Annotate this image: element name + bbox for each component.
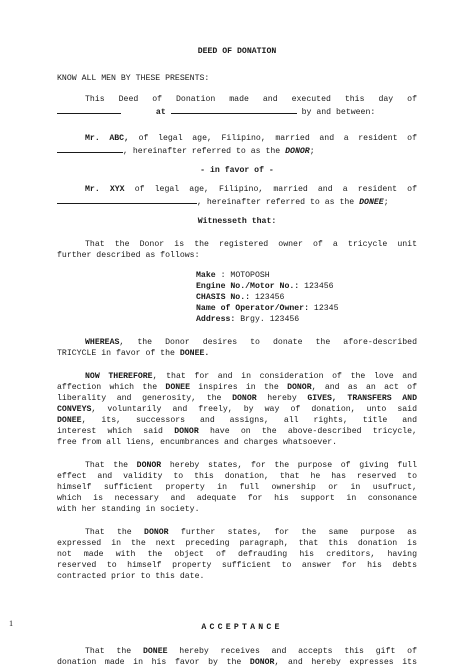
now-therefore-line-6	[57, 426, 417, 437]
intro-at: at	[155, 108, 166, 117]
acc-l1-b: DONEE	[142, 647, 168, 656]
donee-role: DONEE	[359, 198, 384, 207]
donee-line-2	[57, 195, 417, 208]
nt-l6-b: DONOR	[174, 427, 199, 436]
acceptance-paragraph	[57, 646, 417, 668]
owner-line-2: further described as follows:	[57, 251, 200, 260]
now-therefore-line-3	[57, 393, 417, 404]
nt-l6-a: interest which said	[57, 427, 175, 436]
vehicle-owner-value: 12345	[309, 304, 339, 313]
vehicle-make-label: Make	[196, 271, 216, 280]
donee-line-1-rest: of legal age, Filipino, married and a resident of	[124, 185, 417, 194]
donor-states-line-3: himself sufficient property in full ownership or in usufruct,	[57, 483, 417, 492]
whereas-line-1-rest: , the Donor desires to donate the afore-described	[119, 338, 417, 347]
now-therefore-paragraph	[57, 371, 417, 448]
vehicle-engine-value: 123456	[299, 282, 334, 291]
donee-line-1	[57, 184, 417, 195]
donor-line-2	[57, 144, 417, 157]
nt-l5-b: , its, successors and assigns, all rights, title and	[81, 416, 417, 425]
donor-states-paragraph	[57, 460, 417, 515]
df-l1-a: That the	[85, 528, 145, 537]
ds-l1-b: DONOR	[136, 461, 162, 470]
vehicle-owner	[196, 303, 417, 314]
now-therefore-line-7: free from all liens, encumbrances and charges whatsoever.	[57, 438, 338, 447]
whereas-paragraph	[57, 337, 417, 359]
donor-further-line-2: expressed in the next preceding paragraph, that this donation is	[57, 539, 417, 548]
intro-line-2	[57, 105, 417, 118]
donor-states-line-2: effect and validity to this donation, that he has reserved to	[57, 472, 417, 481]
owner-line-1: That the Donor is the registered owner of a tricycle unit	[85, 240, 417, 249]
intro-line-2-end: by and between:	[301, 108, 376, 117]
now-therefore-line-2	[57, 382, 417, 393]
witnesseth-text: Witnesseth that:	[197, 217, 277, 226]
donee-paragraph	[57, 184, 417, 208]
deed-document	[57, 46, 417, 668]
acc-l1-a: That the	[85, 647, 143, 656]
vehicle-make	[196, 270, 417, 281]
vehicle-owner-label: Name of Operator/Owner:	[196, 304, 310, 313]
document-title: DEED OF DONATION	[197, 47, 277, 56]
donee-residence-blank	[57, 195, 197, 204]
ds-l1-c: hereby states, for the purpose of giving full	[161, 461, 417, 470]
vehicle-chasis-value: 123456	[250, 293, 285, 302]
vehicle-chasis	[196, 292, 417, 303]
donor-line-2-mid: , hereinafter referred to as the	[123, 147, 286, 156]
opening-line: KNOW ALL MEN BY THESE PRESENTS:	[57, 74, 210, 83]
vehicle-address	[196, 314, 417, 325]
donor-paragraph	[57, 133, 417, 157]
acc-l2-c: , and hereby expresses its	[274, 658, 417, 667]
donee-name: Mr. XYX	[85, 185, 125, 194]
nt-l2-d: DONOR	[287, 383, 312, 392]
donor-role: DONOR	[285, 147, 310, 156]
whereas-keyword: WHEREAS	[85, 338, 120, 347]
now-therefore-line-1	[57, 371, 417, 382]
vehicle-engine	[196, 281, 417, 292]
place-blank	[171, 105, 297, 114]
whereas-line-2	[57, 348, 417, 359]
now-therefore-keyword: NOW THEREFORE	[85, 372, 153, 381]
donor-further-line-4: reserved to himself property sufficient to answer for his debts	[57, 561, 417, 570]
acc-l2-a: donation made in his favor by the	[57, 658, 250, 667]
donor-further-line-5: contracted prior to this date.	[57, 572, 205, 581]
owner-paragraph	[57, 239, 417, 261]
donor-states-line-1	[57, 460, 417, 471]
df-l1-b: DONOR	[144, 528, 169, 537]
ds-l1-a: That the	[85, 461, 137, 470]
witnesseth-heading	[57, 216, 417, 227]
vehicle-chasis-label: CHASIS No.:	[196, 293, 251, 302]
donor-further-paragraph	[57, 527, 417, 582]
in-favor-text: - in favor of -	[200, 166, 274, 175]
now-therefore-line-1-rest: , that for and in consideration of the love and	[152, 372, 417, 381]
whereas-donee: DONEE.	[179, 349, 210, 358]
nt-l2-e: , and as an act of	[311, 383, 417, 392]
nt-l4-a: CONVEYS	[57, 405, 92, 414]
nt-l2-b: DONEE	[165, 383, 190, 392]
now-therefore-line-5	[57, 415, 417, 426]
donor-further-line-1	[57, 527, 417, 538]
nt-l2-c: inspires in the	[190, 383, 288, 392]
whereas-line-2-text: TRICYCLE in favor of the	[57, 349, 180, 358]
donor-line-2-end: ;	[309, 147, 315, 156]
donor-line-1-rest: of legal age, Filipino, married and a resident of	[129, 134, 417, 143]
nt-l5-a: DONEE	[57, 416, 82, 425]
nt-l6-c: have on the above-described tricycle,	[198, 427, 417, 436]
date-blank	[57, 105, 121, 114]
vehicle-engine-label: Engine No./Motor No.:	[196, 282, 300, 291]
donor-residence-blank	[57, 144, 123, 153]
acceptance-line-2	[57, 657, 417, 668]
donor-name: Mr. ABC,	[85, 134, 130, 143]
donee-line-2-mid: , hereinafter referred to as the	[197, 198, 360, 207]
intro-paragraph	[57, 94, 417, 118]
acc-l1-c: hereby receives and accepts this gift of	[167, 647, 417, 656]
nt-l3-a: liberality and generosity, the	[57, 394, 233, 403]
nt-l3-b: DONOR	[232, 394, 257, 403]
vehicle-make-value: : MOTOPOSH	[220, 271, 270, 280]
donor-line-1	[57, 133, 417, 144]
donor-states-line-5: with her standing in society.	[57, 505, 200, 514]
intro-line-1: This Deed of Donation made and executed this day of	[85, 95, 417, 104]
nt-l4-b: , voluntarily and freely, by way of donation, unto said	[91, 405, 417, 414]
nt-l3-c: hereby	[256, 394, 308, 403]
vehicle-details	[196, 270, 417, 325]
page-number: 1	[9, 619, 14, 628]
donee-line-2-end: ;	[383, 198, 389, 207]
whereas-line-1	[57, 337, 417, 348]
in-favor-of	[57, 165, 417, 176]
acceptance-line-1	[57, 646, 417, 657]
df-l1-c: further states, for the same purpose as	[168, 528, 417, 537]
donor-states-line-4: which is necessary and adequate for his support in consonance	[57, 494, 417, 503]
nt-l3-d: GIVES, TRANSFERS AND	[307, 394, 417, 403]
donor-further-line-3: not made with the object of defrauding his creditors, having	[57, 550, 417, 559]
vehicle-address-label: Address:	[196, 315, 236, 324]
acc-l2-b: DONOR	[249, 658, 275, 667]
now-therefore-line-4	[57, 404, 417, 415]
acceptance-heading: ACCEPTANCE	[201, 623, 283, 632]
vehicle-address-value: Brgy. 123456	[235, 315, 300, 324]
nt-l2-a: affection which the	[57, 383, 166, 392]
